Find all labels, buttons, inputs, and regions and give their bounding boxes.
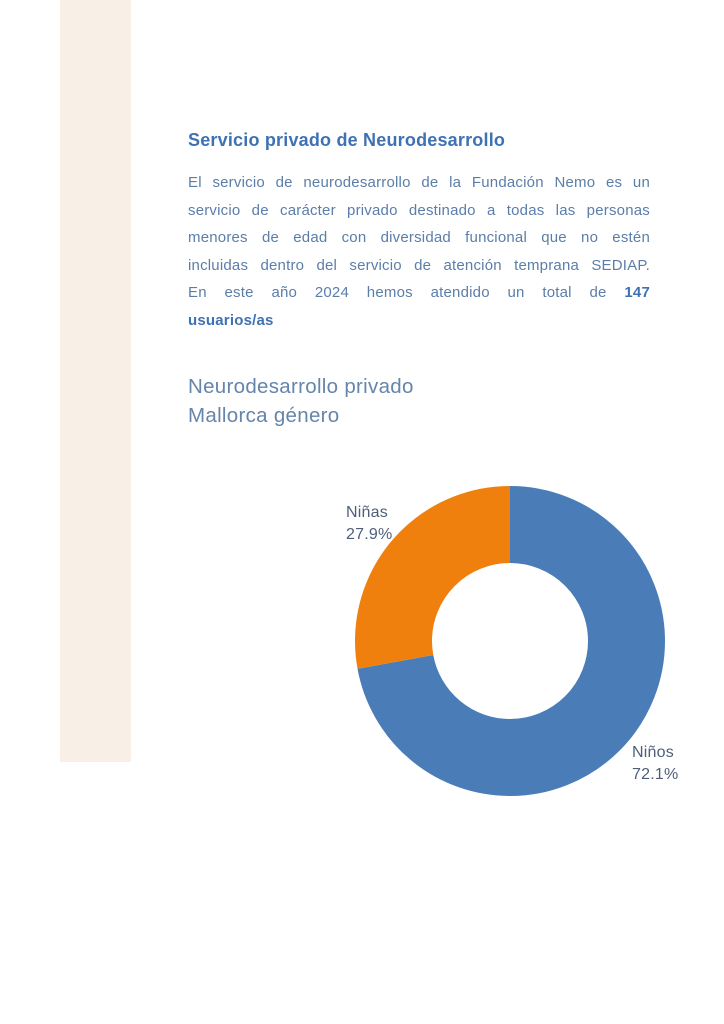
body-paragraph (188, 169, 650, 334)
paragraph-line-3 (188, 224, 650, 252)
slice-label-ninas-percent: 27.9% (346, 526, 393, 543)
slice-label-ninos-name: Niños (632, 744, 674, 761)
chart-title-line1: Neurodesarrollo privado (188, 375, 414, 398)
chart-title (188, 372, 414, 430)
paragraph-text: servicio de carácter privado destinado a todas las personas (188, 201, 650, 219)
paragraph-text: incluidas dentro del servicio de atención temprana SEDIAP. (188, 256, 650, 274)
paragraph-bold-text: usuarios/as (188, 311, 274, 329)
paragraph-line-5 (188, 279, 650, 307)
paragraph-text: menores de edad con diversidad funcional que no estén (188, 229, 650, 246)
slice-label-ninas (346, 502, 392, 546)
paragraph-line-4 (188, 252, 650, 280)
donut-slice-ninos (394, 525, 627, 758)
paragraph-text: El servicio de neurodesarrollo de la Fundación Nemo es un (188, 174, 650, 191)
chart-title-line2: Mallorca género (188, 404, 340, 427)
paragraph-text: En este año 2024 hemos atendido un total de (188, 284, 607, 301)
section-title: Servicio privado de Neurodesarrollo (188, 130, 506, 150)
donut-chart-svg (350, 481, 670, 801)
slice-label-ninos (632, 742, 678, 786)
slice-label-ninas-name: Niñas (346, 504, 388, 521)
slice-label-ninos-percent: 72.1% (632, 766, 679, 783)
paragraph-bold-text: 147 (624, 284, 650, 301)
left-accent-bar (60, 0, 131, 762)
paragraph-line-6 (188, 307, 650, 335)
donut-slice-ninas (394, 525, 627, 758)
paragraph-line-1 (188, 169, 650, 197)
paragraph-line-2 (188, 197, 650, 225)
